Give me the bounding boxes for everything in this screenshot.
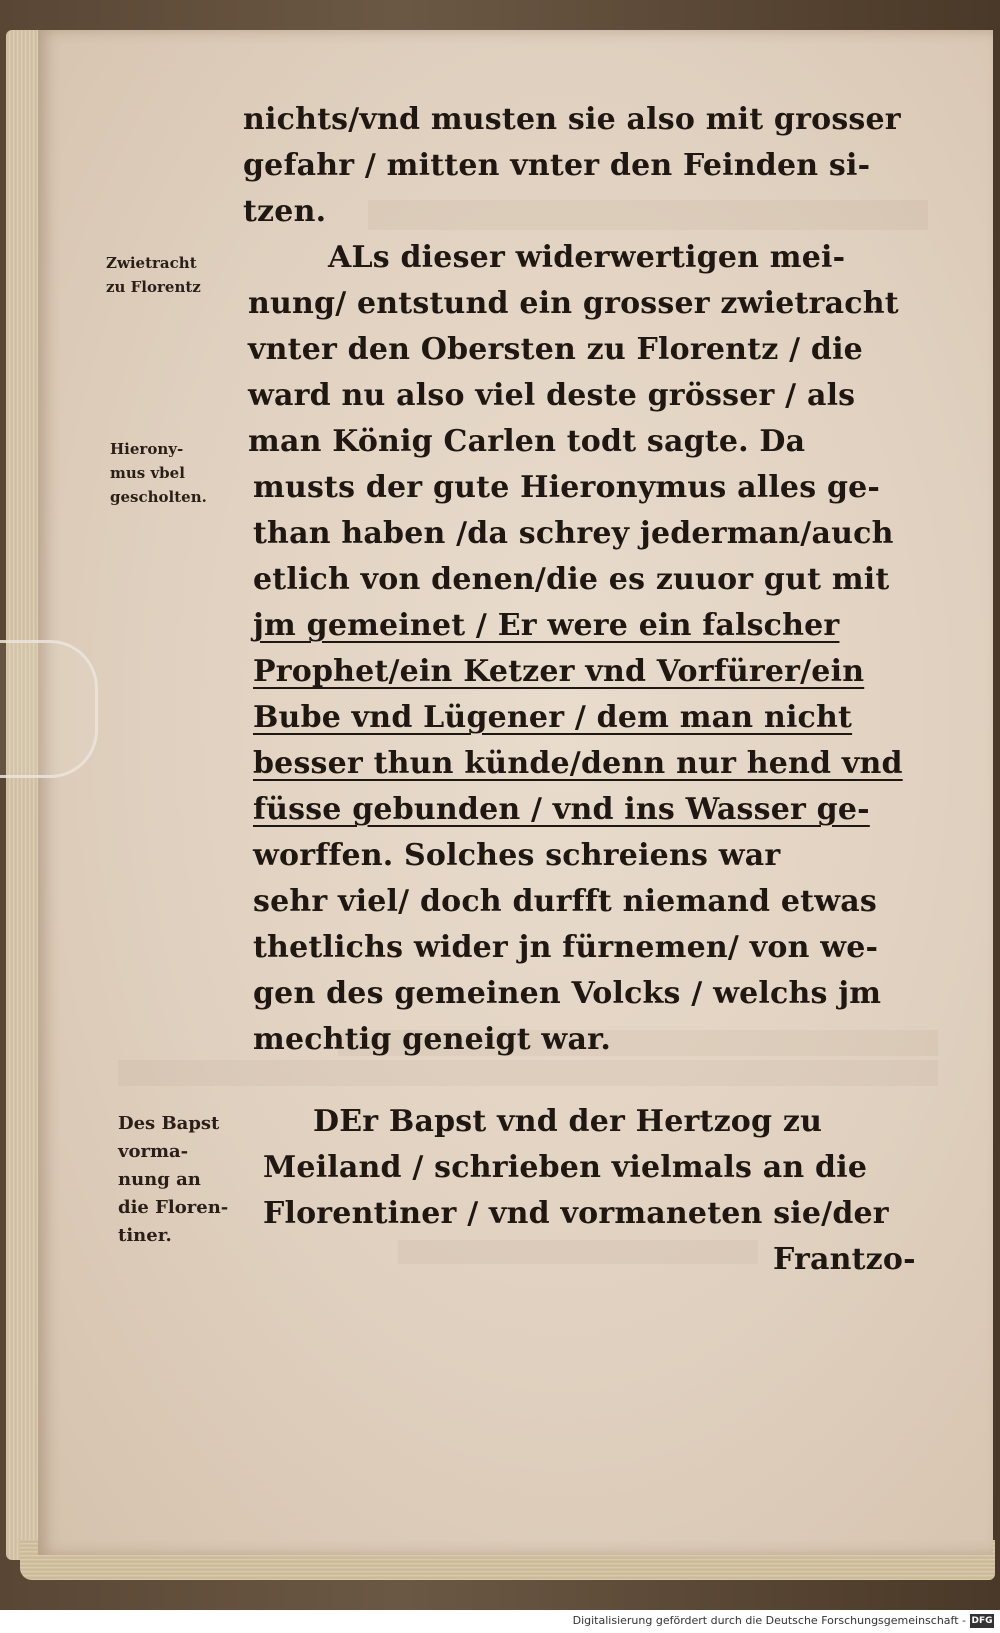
body-line: sehr viel/ doch durfft niemand etwas bbox=[253, 884, 877, 919]
body-line: gefahr / mitten vnter den Feinden si- bbox=[243, 148, 871, 183]
body-line: nichts/vnd musten sie also mit grosser bbox=[243, 102, 901, 137]
margin-note-line: nung an bbox=[118, 1169, 201, 1190]
body-line: Florentiner / vnd vormaneten sie/der bbox=[263, 1196, 889, 1231]
body-line: thetlichs wider jn fürnemen/ von we- bbox=[253, 930, 879, 965]
body-line: musts der gute Hieronymus alles ge- bbox=[253, 470, 881, 505]
margin-note-line: Hierony- bbox=[110, 440, 184, 458]
body-line: tzen. bbox=[243, 194, 327, 229]
body-line-underlined: jm gemeinet / Er were ein falscher bbox=[253, 608, 840, 643]
page-stack-edge-left bbox=[6, 30, 40, 1560]
body-line: Meiland / schrieben vielmals an die bbox=[263, 1150, 868, 1185]
body-line: worffen. Solches schreiens war bbox=[253, 838, 781, 873]
margin-note-line: die Floren- bbox=[118, 1197, 229, 1218]
margin-note-line: tiner. bbox=[118, 1225, 172, 1246]
body-line: vnter den Obersten zu Florentz / die bbox=[248, 332, 863, 367]
margin-note-line: mus vbel bbox=[110, 464, 185, 482]
body-line: ALs dieser widerwertigen mei- bbox=[328, 240, 846, 275]
body-line: ward nu also viel deste grösser / als bbox=[248, 378, 856, 413]
margin-note-line: gescholten. bbox=[110, 488, 207, 506]
body-line: gen des gemeinen Volcks / welchs jm bbox=[253, 976, 882, 1011]
body-line-underlined: Bube vnd Lügener / dem man nicht bbox=[253, 700, 853, 735]
body-line: DEr Bapst vnd der Hertzog zu bbox=[313, 1104, 823, 1139]
body-line-underlined: besser thun künde/denn nur hend vnd bbox=[253, 746, 903, 781]
body-line-underlined: Prophet/ein Ketzer vnd Vorfürer/ein bbox=[253, 654, 865, 689]
margin-note-line: Des Bapst bbox=[118, 1113, 220, 1134]
book-page bbox=[38, 30, 993, 1555]
body-line: mechtig geneigt war. bbox=[253, 1022, 611, 1057]
margin-note-line: Zwietracht bbox=[106, 254, 197, 272]
body-line: than haben /da schrey jederman/auch bbox=[253, 516, 894, 551]
body-line-underlined: füsse gebunden / vnd ins Wasser ge- bbox=[253, 792, 870, 827]
body-line: etlich von denen/die es zuuor gut mit bbox=[253, 562, 890, 597]
margin-note-line: vorma- bbox=[118, 1141, 189, 1162]
digitization-footer bbox=[0, 1611, 1000, 1633]
body-line: man König Carlen todt sagte. Da bbox=[248, 424, 806, 459]
footer-credit: Digitalisierung gefördert durch die Deutsche Forschungsgemeinschaft - bbox=[572, 1614, 966, 1627]
catchword: Frantzo- bbox=[773, 1242, 916, 1277]
margin-note-line: zu Florentz bbox=[106, 278, 201, 296]
dfg-logo: DFG bbox=[971, 1616, 993, 1626]
page-clip-bookmark bbox=[0, 640, 98, 778]
body-line: nung/ entstund ein grosser zwietracht bbox=[248, 286, 899, 321]
